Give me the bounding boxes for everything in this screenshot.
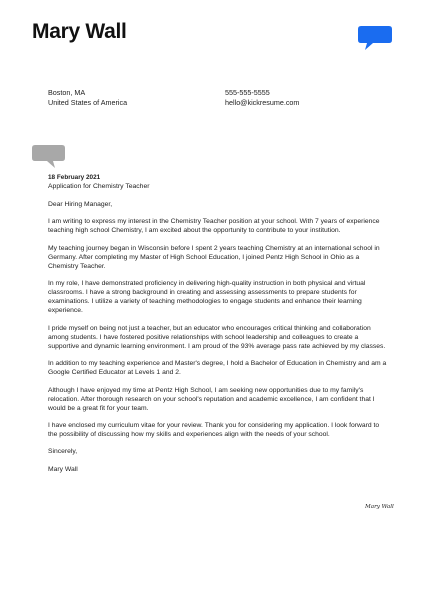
signoff-name: Mary Wall xyxy=(48,465,78,473)
letter-paragraph: I have enclosed my curriculum vitae for your review. Thank you for considering my application. I look forward to the possibility of discussing how my skills and experiences align with the needs of your school. xyxy=(48,422,380,439)
closing: Sincerely, xyxy=(48,448,78,456)
speech-bubble-icon xyxy=(32,145,65,169)
speech-bubble-icon xyxy=(358,26,392,52)
letter-subject: Application for Chemistry Teacher xyxy=(48,183,150,190)
letter-body xyxy=(48,200,388,479)
contact-email: hello@kickresume.com xyxy=(225,97,300,107)
letter-paragraph: I pride myself on being not just a teacher, but an educator who encourages critical thinking and collaboration among students. I have fostered positive relationships with school leadership and colleagues to create a supportive and dynamic learning environment. I am proud of the 93% average pass rate achieved by my classes. xyxy=(48,324,386,350)
handwritten-signature: Mary Wall xyxy=(365,504,394,510)
contact-phone: 555-555-5555 xyxy=(225,88,270,97)
contact-details xyxy=(225,88,299,107)
contact-city: Boston, MA xyxy=(48,88,86,97)
letter-paragraph: Although I have enjoyed my time at Pentz High School, I am seeking new opportunities due to my family's relocation. After thorough research on your school's reputation and academic excellence, I am confident that I would be a great fit for your team. xyxy=(48,386,375,412)
contact-country: United States of America xyxy=(48,97,128,107)
applicant-name: Mary Wall xyxy=(32,20,127,43)
letter-paragraph: In addition to my teaching experience and Master's degree, I hold a Bachelor of Education in Chemistry and am a Google Certified Educator at Levels 1 and 2. xyxy=(48,360,387,377)
letter-paragraph: In my role, I have demonstrated proficiency in delivering high-quality instruction in both physical and virtual classrooms. I have a strong background in creating and assessing assessments to prepare students for examinations. I utilize a variety of teaching methodologies to engage students and enhance their learning experience. xyxy=(48,280,366,315)
letter-paragraph: My teaching journey began in Wisconsin before I spent 2 years teaching Chemistry at an international school in Germany. After completing my Master of High School Education, I joined Pentz High School in Ohio as a Chemistry Teacher. xyxy=(48,244,380,270)
salutation: Dear Hiring Manager, xyxy=(48,201,113,208)
letter-date: 18 February 2021 xyxy=(48,174,101,181)
contact-address xyxy=(48,88,127,107)
letter-paragraph: I am writing to express my interest in the Chemistry Teacher position at your school. With 7 years of experience teaching high school Chemistry, I am excited about the opportunity to contribute to your institution. xyxy=(48,218,380,235)
